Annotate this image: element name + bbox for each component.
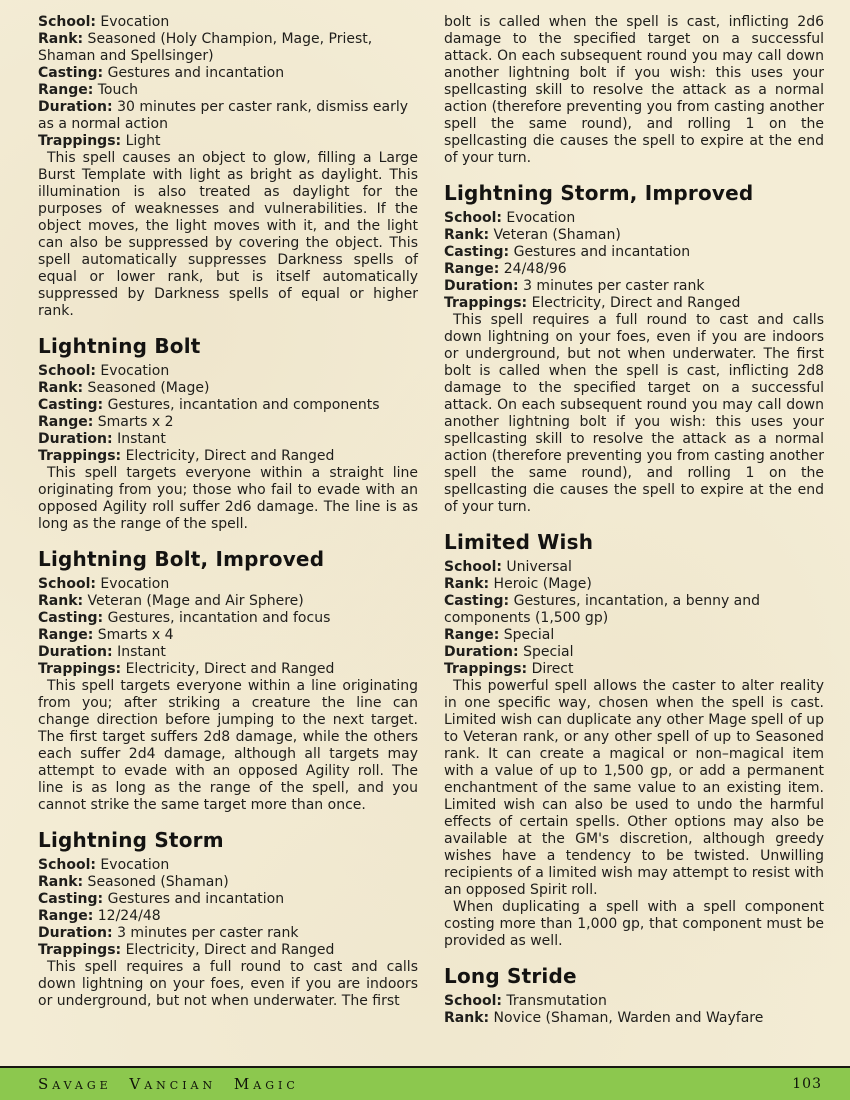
spell-stat-line <box>38 874 418 891</box>
stat-value: Veteran (Shaman) <box>489 227 621 243</box>
spell-heading: Lightning Storm <box>38 828 224 852</box>
stat-label: Duration: <box>38 925 113 941</box>
stat-label: Trappings: <box>444 661 528 677</box>
spell-stat-line <box>38 627 418 644</box>
stat-value: Light <box>121 133 161 149</box>
spell-stat-line <box>38 942 418 959</box>
stat-value: Evocation <box>501 210 576 226</box>
stat-label: Trappings: <box>444 295 528 311</box>
stat-value: Gestures and incantation <box>103 891 285 907</box>
stat-label: Rank: <box>444 576 490 592</box>
spell-stat-line <box>38 380 418 397</box>
stat-value: Special <box>518 644 574 660</box>
stat-label: Duration: <box>444 278 519 294</box>
stat-value: Gestures, incantation and components <box>103 397 380 413</box>
spell-stat-line <box>38 593 418 610</box>
spell-paragraph: This spell targets everyone within a line originating from you; after striking a creature the line can change direction before jumping to the next target. The first target suffers 2d8 damage, while the others each suffer 2d4 damage, although all targets may attempt to evade with an opposed Agility roll. The line is as long as the range of the spell, and you cannot strike the same target more than once. <box>38 678 418 813</box>
stat-label: Rank: <box>38 593 84 609</box>
stat-label: Range: <box>38 82 94 98</box>
stat-label: Casting: <box>38 891 104 907</box>
stat-value: Instant <box>112 644 166 660</box>
stat-value: Transmutation <box>501 993 607 1009</box>
stat-label: School: <box>444 210 502 226</box>
spell-stat-line <box>38 661 418 678</box>
stat-label: Trappings: <box>38 133 122 149</box>
stat-label: Trappings: <box>38 942 122 958</box>
stat-value: Special <box>499 627 555 643</box>
spell-stat-line <box>444 576 824 593</box>
stat-value: Veteran (Mage and Air Sphere) <box>83 593 304 609</box>
spell-stat-line <box>38 133 418 150</box>
stat-value: Electricity, Direct and Ranged <box>121 661 335 677</box>
spell-stat-line <box>444 559 824 576</box>
stat-value: Seasoned (Holy Champion, Mage, Priest, Shaman and Spellsinger) <box>38 31 373 64</box>
stat-label: Casting: <box>38 65 104 81</box>
stat-label: Duration: <box>444 644 519 660</box>
spell-stat-line <box>38 576 418 593</box>
stat-value: Electricity, Direct and Ranged <box>121 448 335 464</box>
stat-value: Direct <box>527 661 574 677</box>
stat-label: Range: <box>444 627 500 643</box>
spell-stat-line <box>444 627 824 644</box>
stat-label: Rank: <box>38 31 84 47</box>
stat-value: 12/24/48 <box>93 908 161 924</box>
two-column-text-area <box>38 14 824 1027</box>
stat-value: Gestures and incantation <box>509 244 691 260</box>
stat-value: Smarts x 4 <box>93 627 174 643</box>
spell-stat-line <box>444 993 824 1010</box>
spell-heading: Lightning Storm, Improved <box>444 181 754 205</box>
stat-label: Rank: <box>444 227 490 243</box>
stat-label: Casting: <box>38 397 104 413</box>
spell-stat-line <box>38 610 418 627</box>
stat-label: School: <box>38 857 96 873</box>
stat-label: Range: <box>38 414 94 430</box>
spell-stat-line <box>38 363 418 380</box>
spell-stat-line <box>444 295 824 312</box>
stat-label: School: <box>38 363 96 379</box>
spell-heading: Lightning Bolt, Improved <box>38 547 325 571</box>
stat-value: Novice (Shaman, Warden and Wayfare <box>489 1010 764 1026</box>
stat-value: Gestures and incantation <box>103 65 285 81</box>
right-column <box>444 14 824 1027</box>
spell-paragraph: This spell requires a full round to cast and calls down lightning on your foes, even if you are indoors or underground, but not when underwater. The first <box>38 959 418 1009</box>
stat-value: Gestures, incantation, a benny and components (1,500 gp) <box>444 593 761 626</box>
spell-stat-line <box>444 661 824 678</box>
stat-label: Rank: <box>38 380 84 396</box>
spell-stat-line <box>38 99 418 133</box>
spell-stat-line <box>38 14 418 31</box>
stat-label: Duration: <box>38 431 113 447</box>
stat-label: Rank: <box>444 1010 490 1026</box>
stat-label: Casting: <box>444 244 510 260</box>
spell-stat-line <box>38 31 418 65</box>
stat-value: Gestures, incantation and focus <box>103 610 331 626</box>
spell-stat-line <box>38 925 418 942</box>
stat-value: Heroic (Mage) <box>489 576 592 592</box>
spell-stat-line <box>38 644 418 661</box>
stat-value: 3 minutes per caster rank <box>518 278 705 294</box>
stat-value: Smarts x 2 <box>93 414 174 430</box>
page-footer <box>0 1066 850 1100</box>
stat-label: Rank: <box>38 874 84 890</box>
spell-heading: Limited Wish <box>444 530 594 554</box>
spell-paragraph: This spell causes an object to glow, filling a Large Burst Template with light as bright as daylight. This illumination is also treated as daylight for the purposes of weaknesses and vulnerabilities. If the object moves, the light moves with it, and the light can also be suppressed by covering the object. This spell automatically suppresses Darkness spells of equal or lower rank, but is itself automatically suppressed by Darkness spells of equal or higher rank. <box>38 150 418 319</box>
left-column <box>38 14 418 1027</box>
spell-paragraph: This spell requires a full round to cast and calls down lightning on your foes, even if you are indoors or underground, but not when underwater. The first bolt is called when the spell is cast, inflicting 2d8 damage to the specified target on a successful attack. On each subsequent round you may call down another lightning bolt if you wish: this uses your spellcasting skill to resolve the attack as a normal action (therefore preventing you from casting another spell the same round), and rolling 1 on the spellcasting die causes the spell to expire at the end of your turn. <box>444 312 824 515</box>
stat-label: School: <box>444 993 502 1009</box>
spell-stat-line <box>444 1010 824 1027</box>
spell-stat-line <box>444 244 824 261</box>
spell-stat-line <box>444 261 824 278</box>
spell-stat-line <box>38 82 418 99</box>
spell-stat-line <box>444 278 824 295</box>
stat-label: Casting: <box>444 593 510 609</box>
spell-heading: Lightning Bolt <box>38 334 201 358</box>
stat-label: Duration: <box>38 99 113 115</box>
spell-stat-line <box>38 448 418 465</box>
stat-label: Range: <box>38 627 94 643</box>
stat-value: Evocation <box>95 857 170 873</box>
spell-stat-line <box>444 227 824 244</box>
spell-stat-line <box>444 593 824 627</box>
stat-label: School: <box>444 559 502 575</box>
spell-paragraph: This powerful spell allows the caster to alter reality in one specific way, chosen when the spell is cast. Limited wish can duplicate any other Mage spell of up to Veteran rank, or any other spell of up to Seasoned rank. It can create a magical or non–magical item with a value of up to 1,500 gp, or add a permanent enchantment of the same value to an existing item. Limited wish can also be used to undo the harmful effects of certain spells. Other options may also be available at the GM's discretion, although greedy wishes have a tendency to be twisted. Unwilling recipients of a limited wish may attempt to resist with an opposed Spirit roll. <box>444 678 824 898</box>
spell-stat-line <box>38 414 418 431</box>
stat-value: Universal <box>501 559 572 575</box>
stat-value: Seasoned (Shaman) <box>83 874 229 890</box>
spell-paragraph: When duplicating a spell with a spell component costing more than 1,000 gp, that component must be provided as well. <box>444 899 824 949</box>
spell-stat-line <box>38 65 418 82</box>
spell-stat-line <box>444 644 824 661</box>
spell-stat-line <box>38 431 418 448</box>
page-number: 103 <box>792 1076 822 1092</box>
stat-label: Trappings: <box>38 661 122 677</box>
spell-paragraph: bolt is called when the spell is cast, inflicting 2d6 damage to the specified target on a successful attack. On each subsequent round you may call down another lightning bolt if you wish: this uses your spellcasting skill to resolve the attack as a normal action (therefore preventing you from casting another spell the same round), and rolling 1 on the spellcasting die causes the spell to expire at the end of your turn. <box>444 14 824 166</box>
stat-value: Touch <box>93 82 138 98</box>
stat-label: School: <box>38 14 96 30</box>
stat-value: 24/48/96 <box>499 261 567 277</box>
stat-label: Casting: <box>38 610 104 626</box>
stat-value: 30 minutes per caster rank, dismiss early as a normal action <box>38 99 409 132</box>
spell-stat-line <box>38 891 418 908</box>
stat-value: Evocation <box>95 14 170 30</box>
spell-paragraph: This spell targets everyone within a straight line originating from you; those who fail to evade with an opposed Agility roll suffer 2d6 damage. The line is as long as the range of the spell. <box>38 465 418 532</box>
stat-label: Trappings: <box>38 448 122 464</box>
stat-value: Electricity, Direct and Ranged <box>527 295 741 311</box>
stat-value: Instant <box>112 431 166 447</box>
stat-value: 3 minutes per caster rank <box>112 925 299 941</box>
stat-value: Evocation <box>95 576 170 592</box>
spell-stat-line <box>38 857 418 874</box>
spell-stat-line <box>38 908 418 925</box>
stat-value: Evocation <box>95 363 170 379</box>
stat-value: Seasoned (Mage) <box>83 380 210 396</box>
stat-label: Range: <box>38 908 94 924</box>
stat-label: School: <box>38 576 96 592</box>
stat-label: Range: <box>444 261 500 277</box>
spell-heading: Long Stride <box>444 964 577 988</box>
stat-label: Duration: <box>38 644 113 660</box>
stat-value: Electricity, Direct and Ranged <box>121 942 335 958</box>
book-title: Savage Vancian Magic <box>38 1075 299 1093</box>
spell-stat-line <box>444 210 824 227</box>
spell-stat-line <box>38 397 418 414</box>
